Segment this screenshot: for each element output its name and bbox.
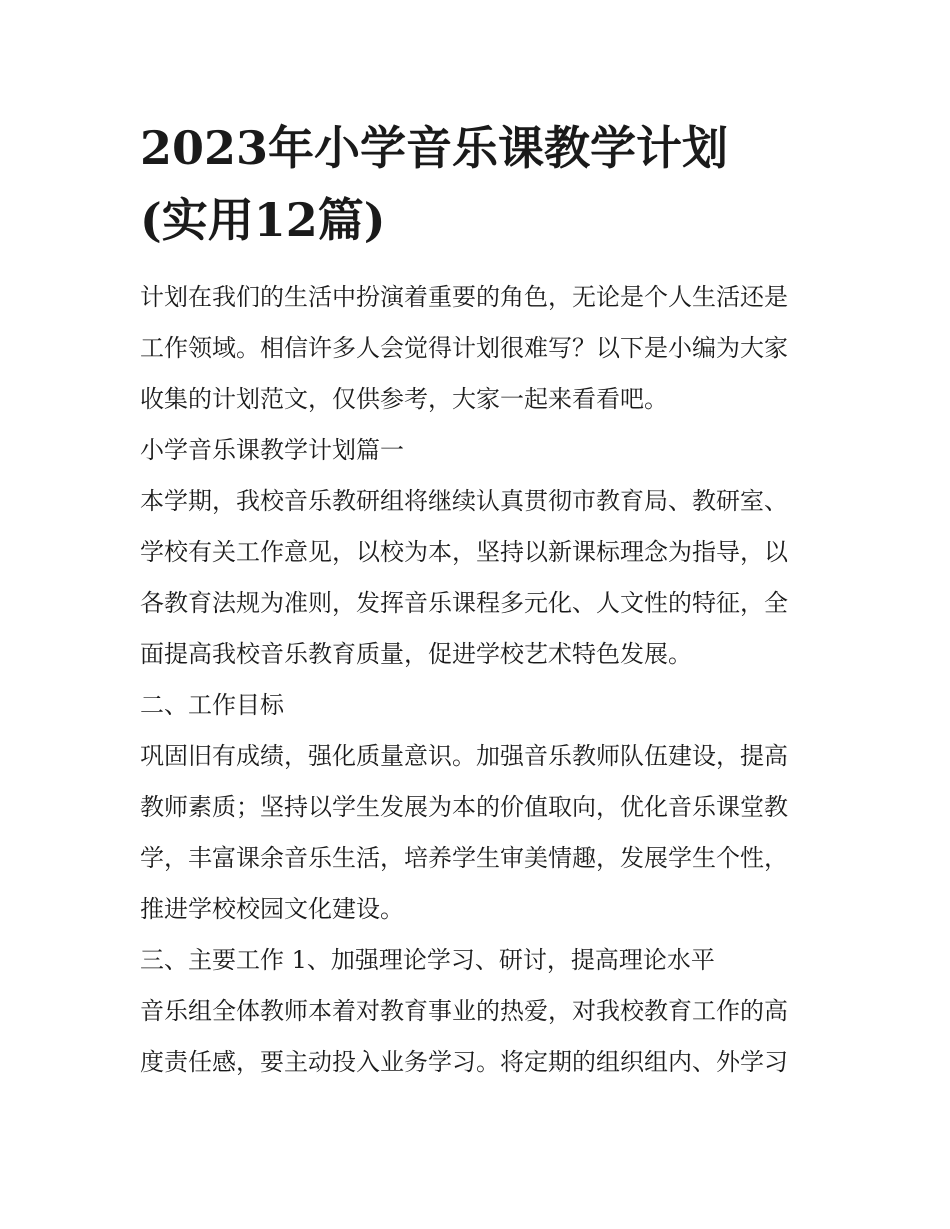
text-line: 学校有关工作意见，以校为本，坚持以新课标理念为指导，以 xyxy=(140,538,788,566)
text-line: 度责任感，要主动投入业务学习。将定期的组织组内、外学习 xyxy=(140,1048,788,1076)
section-heading-goals xyxy=(140,680,816,731)
section-heading-main-work xyxy=(140,935,816,986)
text-line: 二、工作目标 xyxy=(140,691,284,719)
main-work-paragraph xyxy=(140,986,816,1088)
text-line: 巩固旧有成绩，强化质量意识。加强音乐教师队伍建设，提高 xyxy=(140,742,788,770)
text-line: 音乐组全体教师本着对教育事业的热爱，对我校教育工作的高 xyxy=(140,997,788,1025)
title-line-2: (实用12篇) xyxy=(140,193,386,247)
text-line: 各教育法规为准则，发挥音乐课程多元化、人文性的特征，全 xyxy=(140,589,788,617)
text-line: 小学音乐课教学计划篇一 xyxy=(140,436,404,464)
text-line: 工作领域。相信许多人会觉得计划很难写？以下是小编为大家 xyxy=(140,334,788,362)
text-line: 计划在我们的生活中扮演着重要的角色，无论是个人生活还是 xyxy=(140,283,788,311)
goals-paragraph xyxy=(140,731,816,935)
document-title xyxy=(140,112,780,256)
intro-paragraph xyxy=(140,272,816,425)
text-line: 学，丰富课余音乐生活，培养学生审美情趣，发展学生个性， xyxy=(140,844,788,872)
section-heading-part-one xyxy=(140,425,816,476)
text-line: 收集的计划范文，仅供参考，大家一起来看看吧。 xyxy=(140,385,668,413)
text-line: 本学期，我校音乐教研组将继续认真贯彻市教育局、教研室、 xyxy=(140,487,788,515)
text-line: 教师素质；坚持以学生发展为本的价值取向，优化音乐课堂教 xyxy=(140,793,788,821)
text-line: 推进学校校园文化建设。 xyxy=(140,895,404,923)
document-page xyxy=(140,112,816,1088)
overview-paragraph xyxy=(140,476,816,680)
title-line-1: 2023年小学音乐课教学计划 xyxy=(140,121,729,175)
text-line: 面提高我校音乐教育质量，促进学校艺术特色发展。 xyxy=(140,640,692,668)
text-line: 三、主要工作 1、加强理论学习、研讨，提高理论水平 xyxy=(140,946,715,974)
